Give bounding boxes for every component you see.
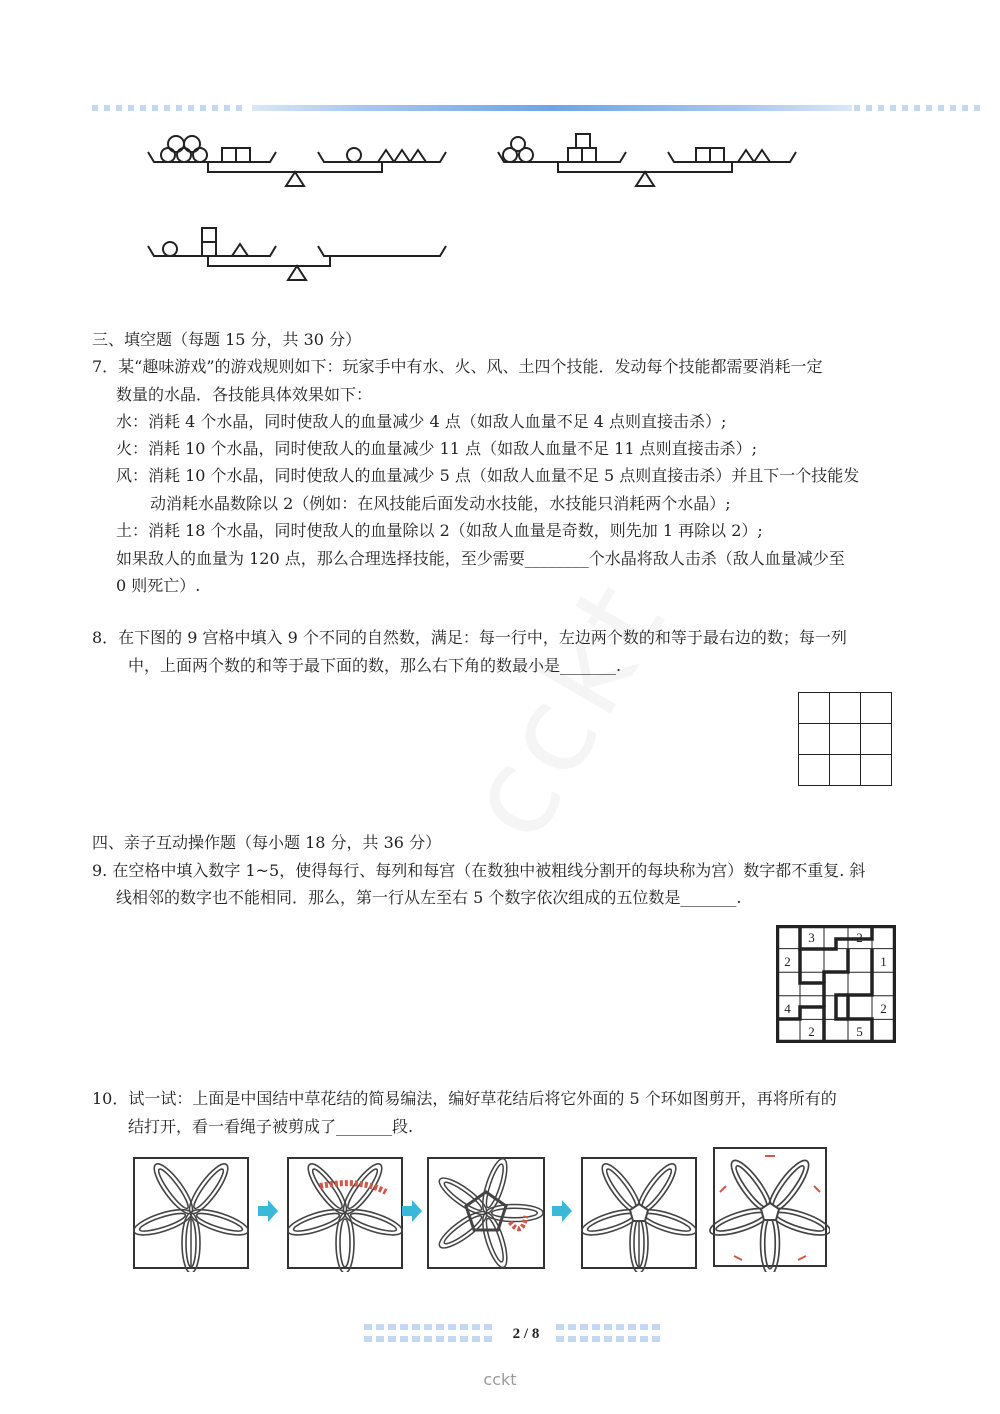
q7-line-water: 水：消耗 4 个水晶，同时使敌人的血量减少 4 点（如敌人血量不足 4 点则直接击杀）; bbox=[116, 412, 727, 431]
footer-band bbox=[360, 1322, 680, 1352]
knot-step-5 bbox=[686, 1142, 830, 1272]
sudoku-lines bbox=[776, 925, 896, 1043]
knot-step-3 bbox=[416, 1142, 558, 1272]
arrow-icon bbox=[402, 1200, 422, 1222]
grid-cell bbox=[799, 693, 830, 724]
sudoku-cell-r5c2: 2 bbox=[808, 1024, 815, 1039]
header-band bbox=[92, 97, 982, 105]
arrow-icon bbox=[552, 1200, 572, 1222]
sudoku-cell-r1c4: 2 bbox=[856, 930, 863, 945]
q10-line-1: 10．试一试：上面是中国结中草花结的简易编法，编好草花结后将它外面的 5 个环如图剪开，再将所有的 bbox=[92, 1089, 837, 1108]
q7-line-wind: 风：消耗 10 个水晶，同时使敌人的血量减少 5 点（如敌人血量不足 5 点则直接击杀）并且下一个技能发 bbox=[116, 466, 860, 485]
knot-steps-figure bbox=[130, 1142, 830, 1272]
nine-square-grid bbox=[798, 692, 892, 786]
section-fill-in-heading: 三、填空题（每题 15 分，共 30 分） bbox=[92, 330, 362, 349]
sudoku-cell-r2c5: 1 bbox=[880, 954, 887, 969]
knot-step-4 bbox=[559, 1142, 723, 1272]
q7-line-2: 数量的水晶．各技能具体效果如下： bbox=[116, 385, 373, 404]
knot-step-1 bbox=[130, 1142, 275, 1272]
q7-line-fire: 火：消耗 10 个水晶，同时使敌人的血量减少 11 点（如敌人血量不足 11 点则直接击杀）; bbox=[116, 439, 757, 458]
q10-line-2: 结打开，看一看绳子被剪成了_______段. bbox=[128, 1117, 414, 1136]
grid-cell bbox=[830, 693, 861, 724]
q8-line-2: 中，上面两个数的和等于最下面的数，那么右下角的数最小是_______. bbox=[128, 656, 622, 675]
balance-scale-1 bbox=[148, 136, 446, 186]
grid-cell bbox=[799, 724, 830, 755]
grid-cell bbox=[861, 724, 892, 755]
q7-line-earth: 土：消耗 18 个水晶，同时使敌人的血量除以 2（如敌人血量是奇数，则先加 1 再除以 2）; bbox=[116, 521, 763, 540]
grid-cell bbox=[799, 755, 830, 786]
balance-scales-figure bbox=[140, 128, 820, 288]
sudoku-cell-r1c2: 3 bbox=[808, 930, 815, 945]
watermark bbox=[438, 557, 695, 862]
sudoku-cell-r5c4: 5 bbox=[856, 1024, 863, 1039]
sudoku-cell-r4c1: 4 bbox=[784, 1001, 791, 1016]
grid-cell bbox=[830, 724, 861, 755]
page-number: 2 / 8 bbox=[512, 1326, 540, 1342]
footer-brand: cckt bbox=[483, 1370, 517, 1389]
q7-line-1: 7．某“趣味游戏”的游戏规则如下：玩家手中有水、火、风、土四个技能．发动每个技能都需要消耗一定 bbox=[92, 357, 823, 376]
sudoku-puzzle bbox=[776, 925, 896, 1043]
arrow-icon bbox=[258, 1200, 278, 1222]
section-interactive-heading: 四、亲子互动操作题（每小题 18 分，共 36 分） bbox=[92, 833, 442, 852]
q7-line-question: 如果敌人的血量为 120 点，那么合理选择技能，至少需要________个水晶将敌人击杀（敌人血量减少至 bbox=[116, 549, 845, 568]
sudoku-cell-r2c1: 2 bbox=[784, 954, 791, 969]
q9-line-2: 线相邻的数字也不能相同．那么，第一行从左至右 5 个数字依次组成的五位数是_______. bbox=[116, 888, 742, 907]
balance-scale-3 bbox=[148, 228, 446, 280]
q8-line-1: 8．在下图的 9 宫格中填入 9 个不同的自然数，满足：每一行中，左边两个数的和等于最右边的数；每一列 bbox=[92, 628, 847, 647]
sudoku-cell-r4c5: 2 bbox=[880, 1001, 887, 1016]
q9-line-1: 9. 在空格中填入数字 1~5，使得每行、每列和每宫（在数独中被粗线分割开的每块称为宫）数字都不重复. 斜 bbox=[92, 861, 866, 880]
grid-cell bbox=[861, 693, 892, 724]
q7-line-wind-cont: 动消耗水晶数除以 2（例如：在风技能后面发动水技能，水技能只消耗两个水晶）; bbox=[150, 494, 731, 513]
grid-cell bbox=[830, 755, 861, 786]
balance-scale-2 bbox=[498, 134, 796, 186]
q7-line-end: 0 则死亡）. bbox=[116, 576, 201, 595]
grid-cell bbox=[861, 755, 892, 786]
header-band-graphic bbox=[92, 104, 982, 112]
